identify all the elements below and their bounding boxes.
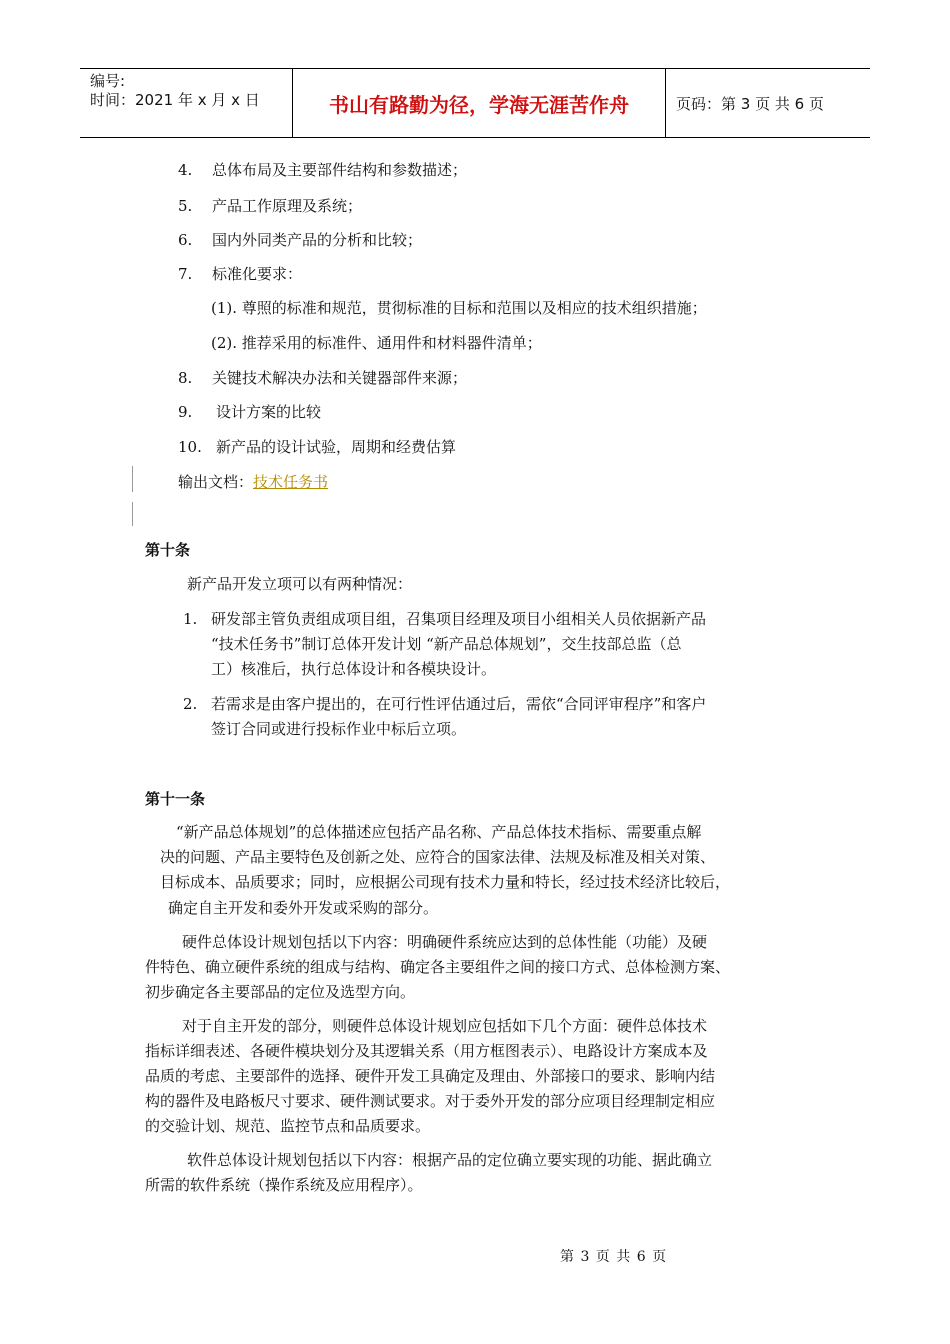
list-item: 5. 产品工作原理及系统；	[178, 197, 363, 215]
list-item: 6. 国内外同类产品的分析和比较；	[178, 231, 423, 249]
article-10-title: 第十条	[145, 541, 191, 559]
list-item: 8. 关键技术解决办法和关键器部件来源；	[178, 369, 468, 387]
list-item: 2. 若需求是由客户提出的，在可行性评估通过后，需依“合同评审程序”和客户	[183, 695, 707, 713]
page-footer: 第 3 页 共 6 页	[560, 1249, 668, 1265]
revision-bar	[132, 466, 133, 492]
document-time-label: 时间：2021 年 x 月 x 日	[90, 91, 260, 109]
document-number-label: 编号:	[90, 72, 126, 90]
list-item-continuation: “技术任务书”制订总体开发计划 “新产品总体规划”，交生技部总监（总	[211, 635, 682, 653]
header-page-label: 页码：第 3 页 共 6 页	[676, 94, 824, 113]
list-item: 9. 设计方案的比较	[178, 403, 322, 421]
output-document	[178, 470, 328, 494]
list-item: 7. 标准化要求：	[178, 265, 303, 283]
page-header	[80, 68, 870, 138]
article-10-intro: 新产品开发立项可以有两种情况：	[187, 575, 413, 593]
list-item: 1. 研发部主管负责组成项目组，召集项目经理及项目小组相关人员依据新产品	[183, 610, 707, 628]
list-item: 10. 新产品的设计试验，周期和经费估算	[178, 438, 457, 456]
list-item-continuation: 工）核准后，执行总体设计和各模块设计。	[211, 660, 497, 678]
revision-bar	[132, 502, 133, 526]
sub-list-item: (1). 尊照的标准和规范，贯彻标准的目标和范围以及相应的技术组织措施；	[211, 299, 707, 317]
list-item: 4. 总体布局及主要部件结构和参数描述；	[178, 161, 468, 179]
list-item-continuation: 签订合同或进行投标作业中标后立项。	[211, 720, 467, 738]
article-11-title: 第十一条	[145, 790, 206, 808]
sub-list-item: (2). 推荐采用的标准件、通用件和材料器件清单；	[211, 334, 542, 352]
task-book-link[interactable]: 技术任务书	[253, 473, 329, 491]
header-motto: 书山有路勤为径，学海无涯苦作舟	[292, 69, 666, 137]
output-document-label: 输出文档：	[178, 473, 254, 491]
header-left-cell	[80, 69, 292, 137]
